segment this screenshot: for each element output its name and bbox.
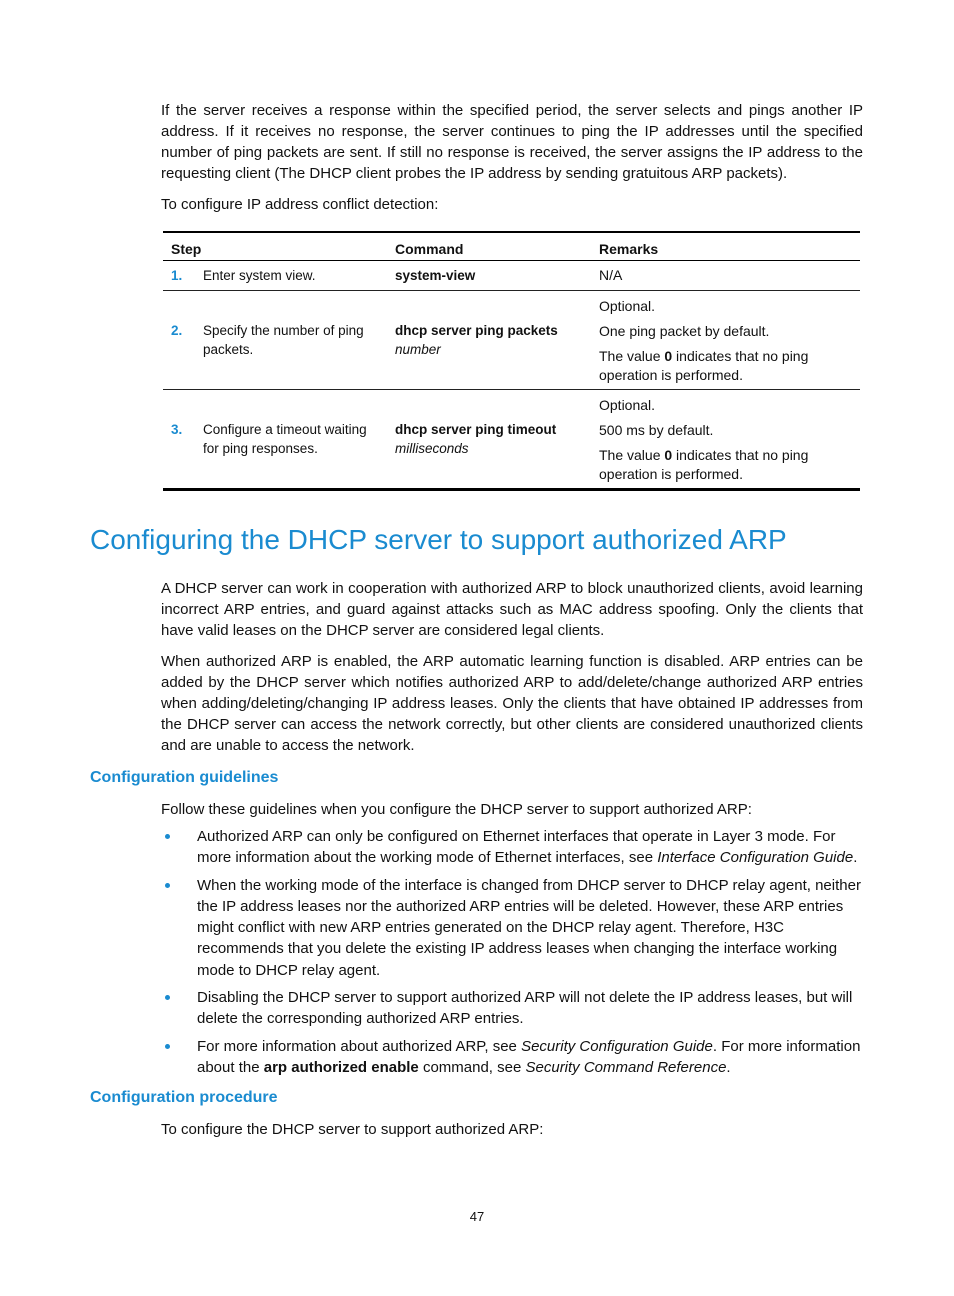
guidelines-lead: Follow these guidelines when you configure the DHCP server to support authorized ARP: [161,801,752,818]
step-number: 1. [171,268,183,283]
section-paragraph: When authorized ARP is enabled, the ARP automatic learning function is disabled. ARP entries can be added by the DHCP server which notifies authorized ARP to add/delete/change authorized ARP entries when adding/deleting/changing IP address leases. Only the clients that have obtained IP addresses from the DHCP server can access the network correctly, but other clients are considered unauthorized clients and are unable to access the network. [161,653,863,754]
command-cell [393,321,598,359]
page-content [90,100,863,1140]
procedure-title: Configuration procedure [90,1089,278,1107]
header-step: Step [171,240,202,257]
table-row [163,390,860,488]
bullet-text-end: . [726,1058,731,1076]
bullet-emphasis: Security Command Reference [525,1058,727,1076]
remark-note-post: indicates that no ping operation is performed. [599,348,809,383]
step-text: Specify the number of ping packets. [203,323,364,357]
bullet-text: Authorized ARP can only be configured on Ethernet interfaces that operate in Layer 3 mode. For more information about the working mode of Ethernet interfaces, see [197,828,836,867]
step-number: 2. [171,323,183,338]
bullet-text: command, see [418,1058,526,1076]
table-row [163,261,860,291]
header-command: Command [395,240,464,257]
guidelines-title: Configuration guidelines [90,769,279,786]
remark-optional: Optional. [599,298,656,314]
list-item [197,1036,863,1079]
remark-default: 500 ms by default. [599,422,714,438]
intro-lead: To configure IP address conflict detection: [161,196,439,213]
section-paragraph: A DHCP server can work in cooperation with authorized ARP to block unauthorized clients, avoid learning incorrect ARP entries, and guard against attacks such as MAC address spoofing. Only the clients that have valid leases on the DHCP server are considered legal clients. [161,580,863,639]
step-cell [163,321,393,359]
bullet-icon [165,1044,170,1049]
bullet-text-end: . [853,849,858,867]
command-keyword: system-view [395,268,476,283]
command-keyword: dhcp server ping packets [395,323,558,338]
remark-note-pre: The value [599,447,665,463]
bullet-icon [165,995,170,1000]
bullet-text: Disabling the DHCP server to support authorized ARP will not delete the IP address leases, but will delete the corresponding authorized ARP entries. [197,989,853,1028]
bullet-icon [165,883,170,888]
bullet-emphasis: Security Configuration Guide [521,1037,713,1055]
section-title: Configuring the DHCP server to support authorized ARP [90,524,787,555]
page-number: 47 [469,1209,485,1224]
command-argument: milliseconds [395,441,469,456]
step-text: Enter system view. [203,268,316,283]
command-table [163,231,860,491]
bullet-text: When the working mode of the interface is changed from DHCP server to DHCP relay agent, neither the IP address leases nor the authorized ARP entries will be deleted. However, these ARP entries might conflict with new ARP entries generated on the DHCP relay agent. Therefore, H3C recommends that you delete the existing IP address leases when changing the interface working mode to DHCP relay agent. [197,876,861,979]
table-row [163,291,860,390]
remark-note-post: indicates that no ping operation is performed. [599,447,809,482]
bullet-text: For more information about authorized ARP, see [197,1037,522,1055]
remark-note-value: 0 [664,447,673,463]
table-header-row [163,233,860,261]
command-keyword: dhcp server ping timeout [395,422,557,437]
remark-text: N/A [599,267,623,283]
procedure-lead: To configure the DHCP server to support authorized ARP: [161,1121,544,1139]
bullet-icon [165,834,170,839]
step-cell [163,420,393,458]
bullet-text: . For more information about the [197,1037,861,1076]
command-argument: number [395,342,441,357]
remark-note [599,347,854,385]
command-cell [393,266,598,285]
list-item [197,875,863,981]
remark-optional: Optional. [599,397,656,413]
remarks-cell [598,266,860,285]
header-remarks: Remarks [599,240,659,257]
remarks-cell [598,295,860,385]
step-text: Configure a timeout waiting for ping responses. [203,422,367,456]
remarks-cell [598,394,860,484]
bullet-command: arp authorized enable [263,1058,419,1076]
command-cell [393,420,598,458]
bullet-emphasis: Interface Configuration Guide [657,849,854,867]
step-number: 3. [171,422,183,437]
remark-note [599,446,854,484]
list-item [197,826,863,869]
remark-default: One ping packet by default. [599,323,770,339]
intro-paragraph: If the server receives a response within the specified period, the server selects and pings another IP address. If it receives no response, the server continues to ping the IP addresses until the specified number of ping packets are sent. If still no response is received, the server assigns the IP address to the requesting client (The DHCP client probes the IP address by sending gratuitous ARP packets). [161,102,863,182]
remark-note-value: 0 [664,348,673,364]
remark-note-pre: The value [599,348,665,364]
guidelines-list [90,826,863,1078]
step-cell [163,266,393,285]
list-item [197,987,863,1030]
